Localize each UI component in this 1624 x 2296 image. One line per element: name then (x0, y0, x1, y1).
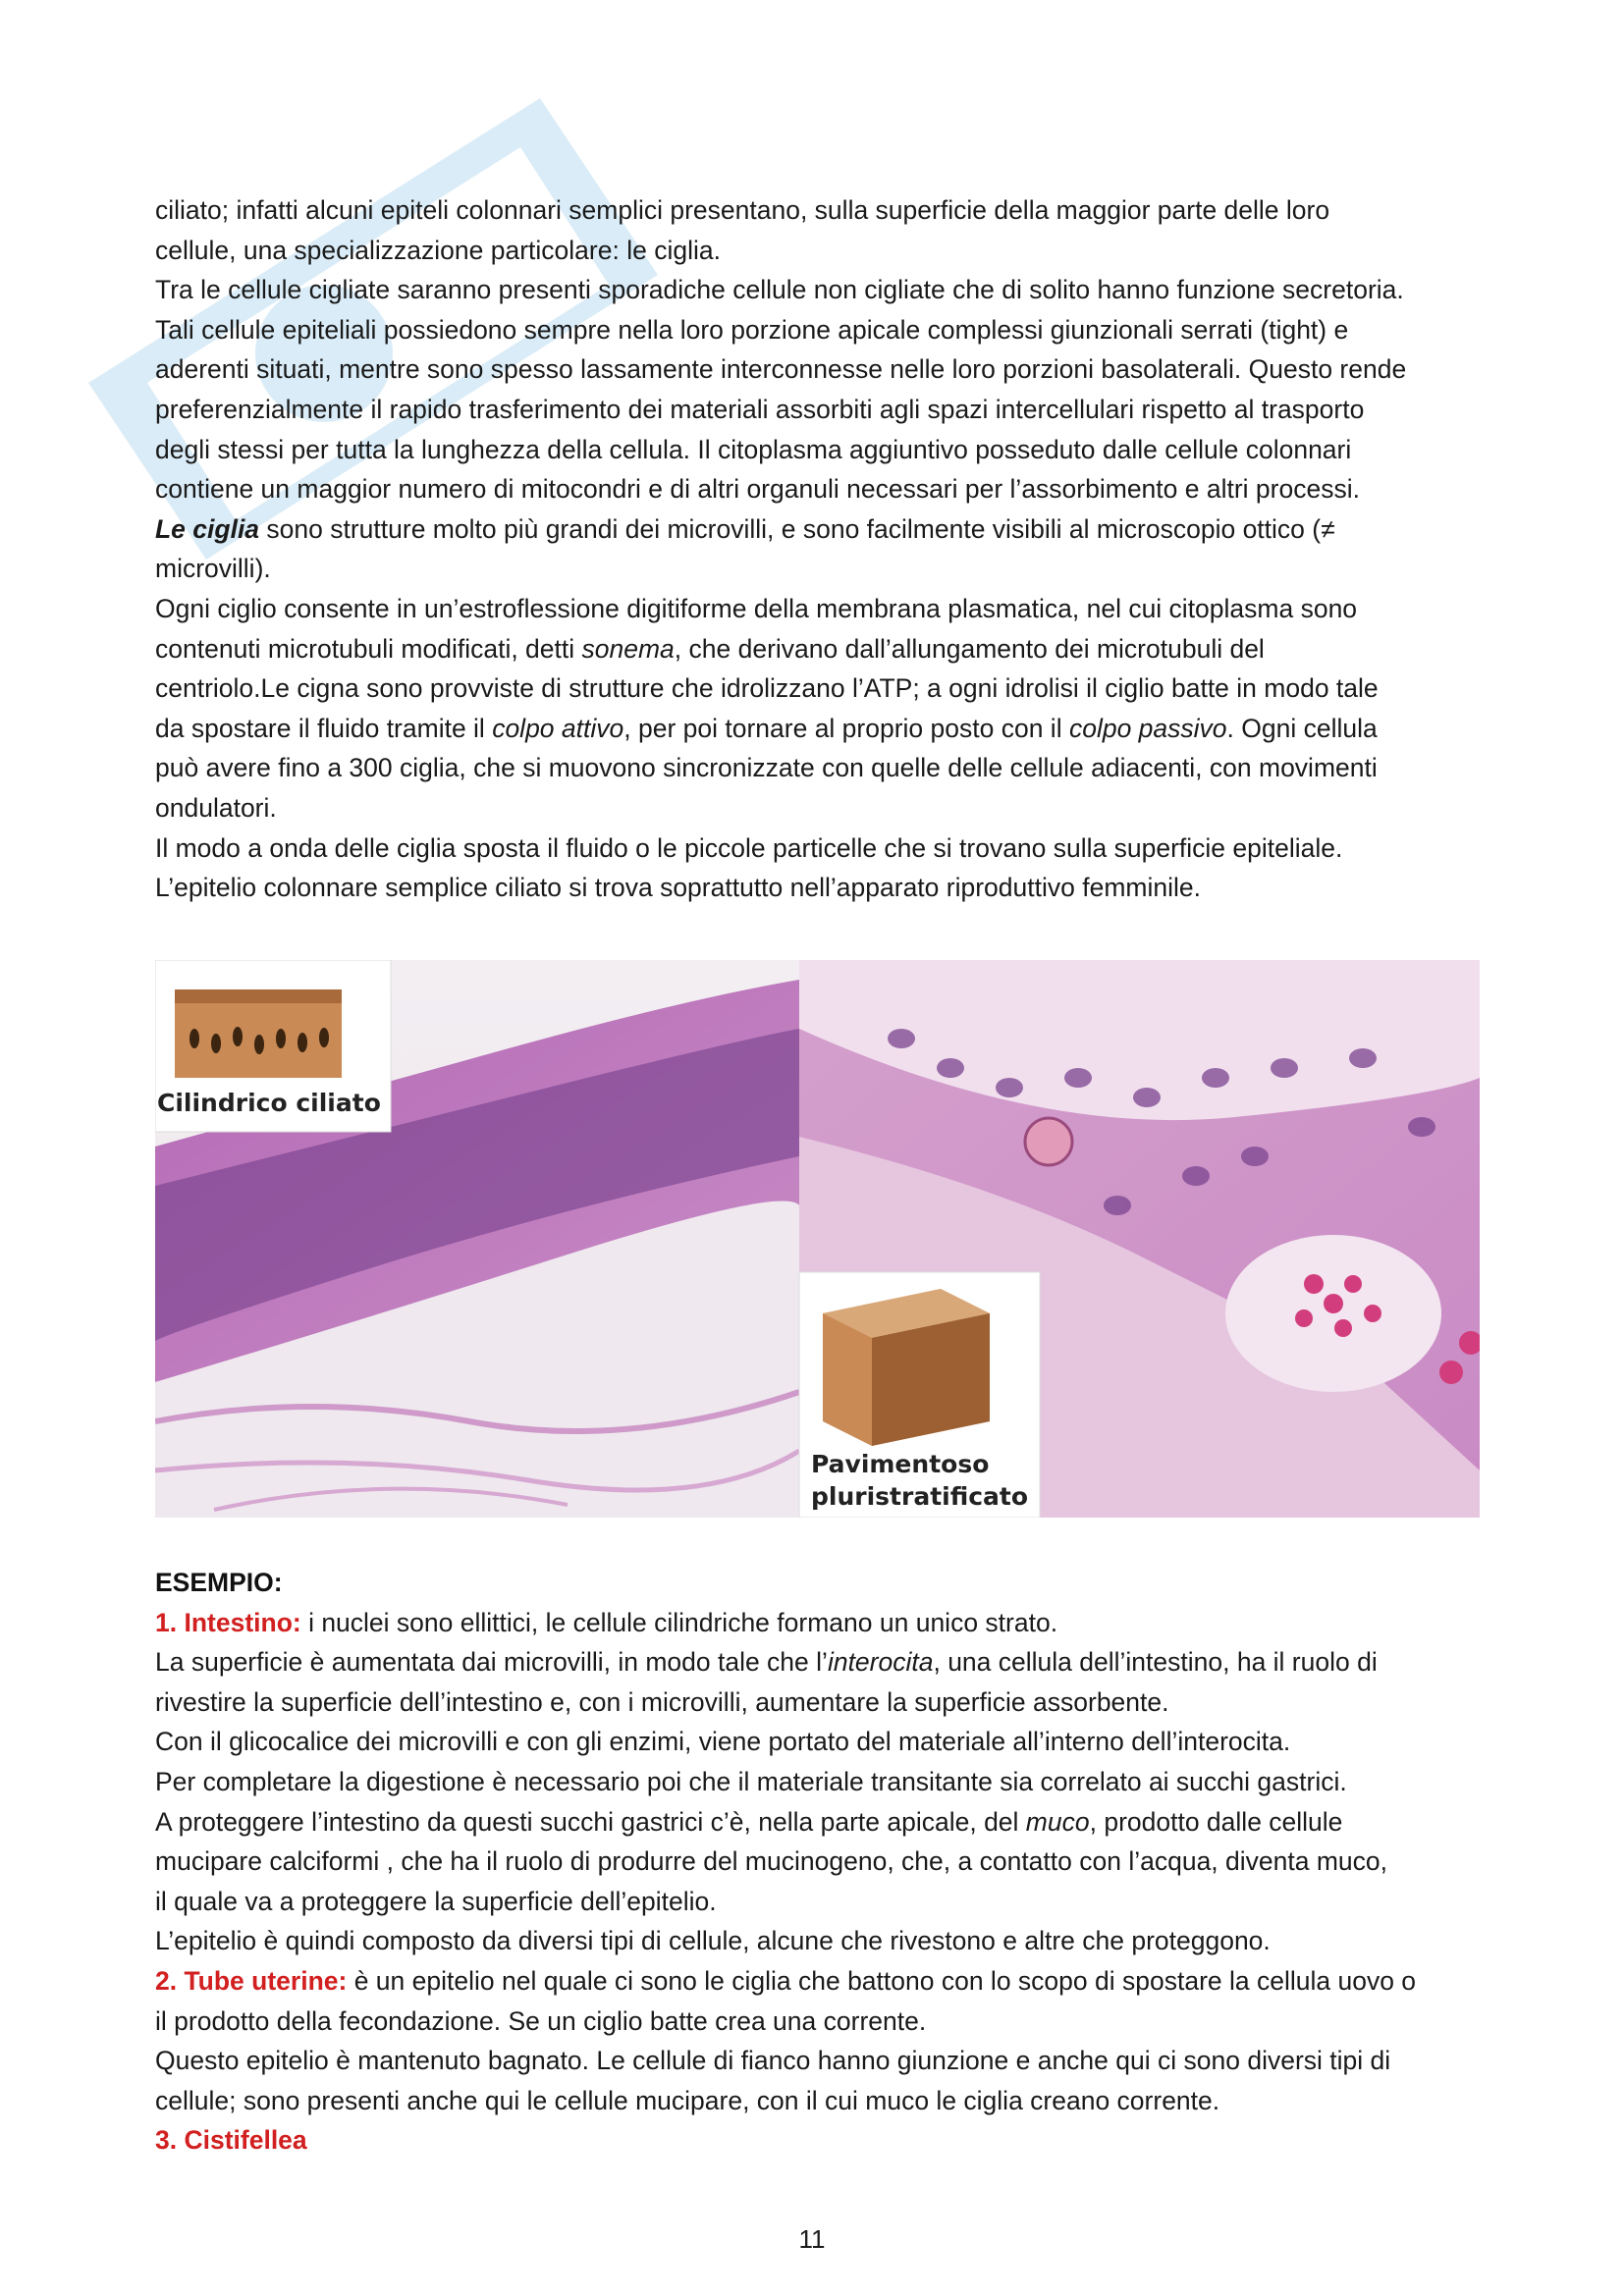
text-line: L’epitelio è quindi composto da diversi tipi di cellule, alcune che rivestono e altre che proteggono. (155, 1926, 1271, 1956)
text-span: sono strutture molto più grandi dei microvilli, e sono facilmente visibili al microscopio ottico (≠ (259, 513, 1335, 544)
text-line: microvilli). (155, 554, 271, 584)
esempio-title: ESEMPIO: (155, 1568, 283, 1597)
text-line (155, 629, 1481, 669)
esempio-section (155, 1563, 1481, 2161)
text-line: cellule; sono presenti anche qui le cellule mucipare, con il cui muco le ciglia creano corrente. (155, 2085, 1220, 2115)
left-figure-caption: Cilindrico ciliato (157, 1089, 381, 1117)
text-line: Tali cellule epiteliali possiedono sempre nella loro porzione apicale complessi giunzionali serrati (tight) e (155, 314, 1349, 345)
text-line: può avere fino a 300 ciglia, che si muovono sincronizzate con quelle delle cellule adiacenti, con movimenti (155, 753, 1378, 783)
intro-text (155, 190, 1481, 908)
text-line (155, 1642, 1481, 1682)
text-line: centriolo.Le cigna sono provviste di strutture che idrolizzano l’ATP; a ogni idrolisi il ciglio batte in modo tale (155, 673, 1379, 704)
ciglia-definition (155, 509, 1481, 550)
right-figure-caption-line2: pluristratificato (811, 1482, 1029, 1511)
text-span: i nuclei sono ellittici, le cellule cilindriche formano un unico strato. (300, 1607, 1058, 1637)
text-line: cellule, una specializzazione particolare: le ciglia. (155, 235, 721, 265)
italic-term: colpo passivo (1068, 713, 1227, 743)
text-span: , una cellula dell’intestino, ha il ruolo di (933, 1647, 1378, 1678)
text-line: contiene un maggior numero di mitocondri e di altri organuli necessari per l’assorbimento e altri processi. (155, 474, 1360, 505)
text-span: è un epitelio nel quale ci sono le ciglia che battono con lo scopo di spostare la cellula uovo o (347, 1965, 1417, 1996)
page-number: 11 (798, 2224, 826, 2254)
italic-term: colpo attivo (492, 713, 624, 743)
italic-term: sonema (581, 633, 675, 664)
text-line: Tra le cellule cigliate saranno presenti sporadiche cellule non cigliate che di solito hanno funzione secretoria. (155, 275, 1404, 305)
text-line: ciliato; infatti alcuni epiteli colonnari semplici presentano, sulla superficie della maggior parte delle loro (155, 195, 1330, 225)
intestino-label: 1. Intestino: (155, 1607, 301, 1637)
text-line: Ogni ciglio consente in un’estroflessione digitiforme della membrana plasmatica, nel cui citoplasma sono (155, 593, 1358, 623)
text-span: , che derivano dall’allungamento dei microtubuli del (674, 633, 1265, 664)
text-line: degli stessi per tutta la lunghezza della cellula. Il citoplasma aggiuntivo posseduto dalle cellule colonnari (155, 434, 1352, 464)
text-line: preferenzialmente il rapido trasferimento dei materiali assorbiti agli spazi intercellulari rispetto al trasporto (155, 394, 1365, 424)
text-line (155, 1603, 1481, 1643)
text-line: il prodotto della fecondazione. Se un ciglio batte crea una corrente. (155, 2005, 927, 2036)
text-span: , per poi tornare al proprio posto con il (623, 713, 1069, 743)
text-line (155, 1802, 1481, 1842)
text-span: A proteggere l’intestino da questi succhi gastrici c’è, nella parte apicale, del (155, 1806, 1026, 1837)
text-line: Con il glicocalice dei microvilli e con gli enzimi, viene portato del materiale all’interno dell’interocita. (155, 1727, 1291, 1757)
cistifellea-label: 3. Cistifellea (155, 2125, 307, 2156)
text-line (155, 1961, 1481, 2002)
italic-term: muco (1025, 1806, 1090, 1837)
tube-uterine-label: 2. Tube uterine: (155, 1965, 348, 1996)
text-span: da spostare il fluido tramite il (155, 713, 493, 743)
histology-illustration (155, 960, 1480, 1518)
text-line: Questo epitelio è mantenuto bagnato. Le cellule di fianco hanno giunzione e anche qui ci sono diversi tipi di (155, 2046, 1391, 2076)
text-line: Per completare la digestione è necessario poi che il materiale transitante sia correlato ai succhi gastrici. (155, 1766, 1347, 1796)
ciglia-term: Le ciglia (155, 513, 260, 544)
histology-figure (155, 960, 1480, 1518)
right-figure-caption-line1: Pavimentoso (811, 1450, 990, 1478)
text-span: La superficie è aumentata dai microvilli, in modo tale che l’ (155, 1647, 828, 1678)
text-line: ondulatori. (155, 792, 277, 823)
text-line: il quale va a proteggere la superficie dell’epitelio. (155, 1886, 717, 1916)
text-span: contenuti microtubuli modificati, detti (155, 633, 582, 664)
text-line: Il modo a onda delle ciglia sposta il fluido o le piccole particelle che si trovano sulla superficie epiteliale. (155, 832, 1343, 863)
italic-term: interocita (827, 1647, 934, 1678)
text-line: mucipare calciformi , che ha il ruolo di produrre del mucinogeno, che, a contatto con l’acqua, diventa muco, (155, 1846, 1388, 1877)
text-line: L’epitelio colonnare semplice ciliato si trova soprattutto nell’apparato riproduttivo femminile. (155, 873, 1201, 903)
text-line (155, 709, 1481, 749)
text-line: rivestire la superficie dell’intestino e, con i microvilli, aumentare la superficie assorbente. (155, 1686, 1169, 1717)
text-span: . Ogni cellula (1226, 713, 1378, 743)
text-line: aderenti situati, mentre sono spesso lassamente interconnesse nelle loro porzioni basolaterali. Questo rende (155, 354, 1407, 385)
text-span: , prodotto dalle cellule (1089, 1806, 1343, 1837)
